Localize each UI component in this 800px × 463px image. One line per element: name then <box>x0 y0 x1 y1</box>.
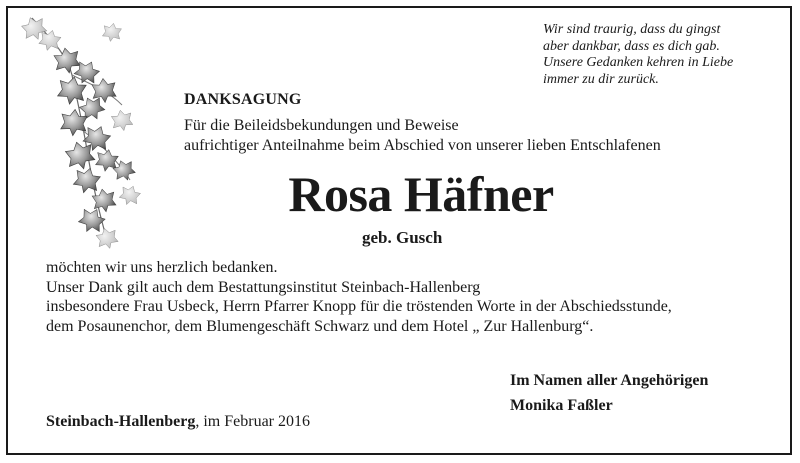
body-line: möchten wir uns herzlich bedanken. <box>46 259 278 276</box>
poem-line: immer zu dir zurück. <box>543 71 659 87</box>
place-name: Steinbach-Hallenberg <box>46 413 196 430</box>
signature-name: Monika Faßler <box>510 397 613 414</box>
date-text: , im Februar 2016 <box>195 413 310 430</box>
place-date <box>46 413 310 431</box>
body-line: Unser Dank gilt auch dem Bestattungsinstitut Steinbach-Hallenberg <box>46 278 481 296</box>
body-line: dem Posaunenchor, dem Blumengeschäft Schwarz und dem Hotel „ Zur Hallenburg“. <box>46 317 594 335</box>
intro-line: aufrichtiger Anteilnahme beim Abschied von unserer lieben Entschlafenen <box>184 137 661 154</box>
signature-line: Im Namen aller Angehörigen <box>510 372 709 389</box>
thanks-text <box>46 258 672 336</box>
poem-line: aber dankbar, dass es dich gab. <box>543 38 720 54</box>
intro-text <box>184 116 661 156</box>
poem-line: Unsere Gedanken kehren in Liebe <box>543 55 734 71</box>
page-title: DANKSAGUNG <box>184 91 302 108</box>
poem <box>543 22 733 88</box>
intro-line: Für die Beileidsbekundungen und Beweise <box>184 117 459 134</box>
signature <box>510 368 708 418</box>
deceased-name: Rosa Häfner <box>288 166 554 222</box>
body-line: insbesondere Frau Usbeck, Herrn Pfarrer Knopp für die tröstenden Worte in der Abschiedsstunde, <box>46 298 672 315</box>
poem-line: Wir sind traurig, dass du gingst <box>543 22 721 37</box>
maiden-name: geb. Gusch <box>362 228 443 247</box>
